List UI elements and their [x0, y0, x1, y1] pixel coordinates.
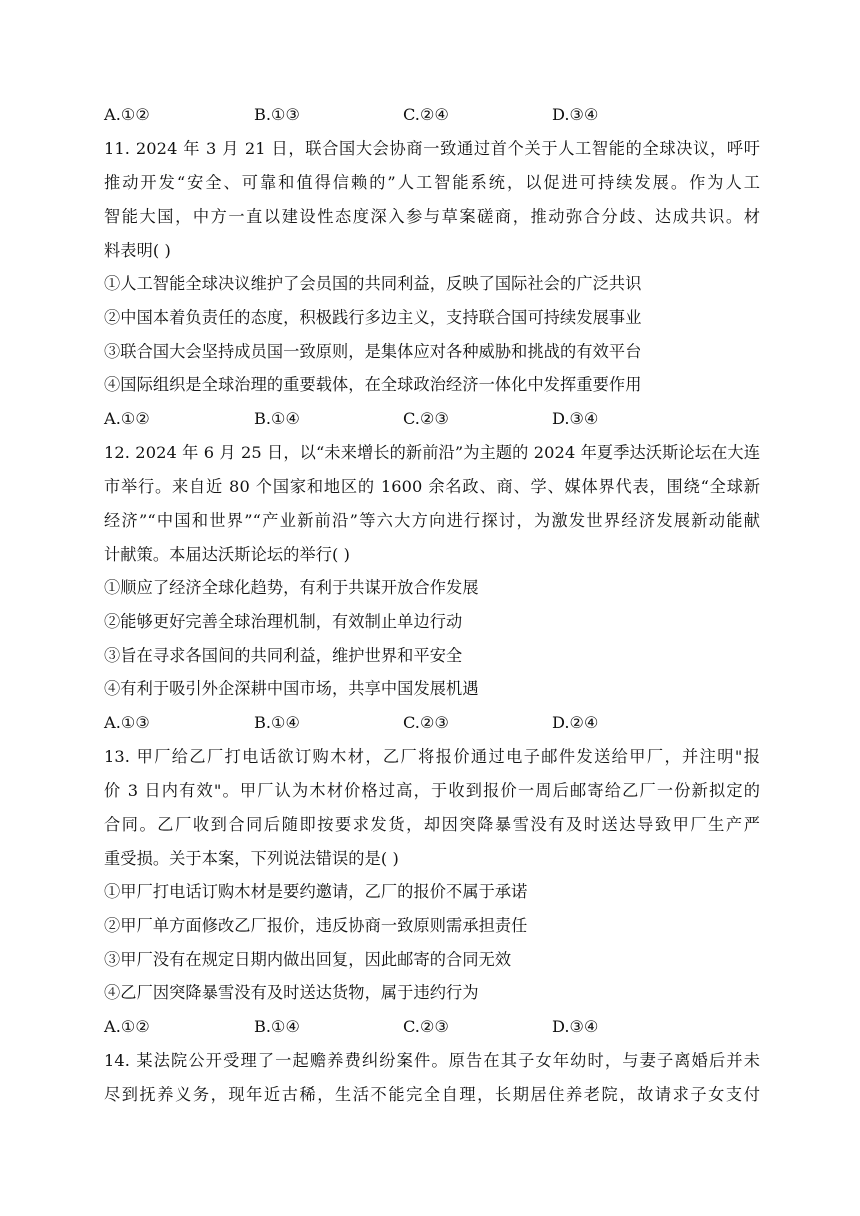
q13-stem-line: 13. 甲厂给乙厂打电话欲订购木材，乙厂将报价通过电子邮件发送给甲厂，并注明"报 [104, 747, 760, 766]
q12-statement-2: ②能够更好完善全球治理机制，有效制止单边行动 [104, 612, 463, 631]
q12-stem-line: 市举行。来自近 80 个国家和地区的 1600 余名政、商、学、媒体界代表，围绕“全球新 [104, 477, 760, 496]
q11-stem-line: 11. 2024 年 3 月 21 日，联合国大会协商一致通过首个关于人工智能的全球决议，呼吁 [104, 139, 760, 158]
q13-option-a[interactable]: A.①② [104, 1017, 150, 1036]
q12-option-a[interactable]: A.①③ [104, 713, 150, 732]
q11-stem-line: 推动开发“安全、可靠和值得信赖的”人工智能系统，以促进可持续发展。作为人工 [104, 173, 760, 192]
q12-option-b[interactable]: B.①④ [254, 713, 301, 732]
q11-option-c[interactable]: C.②③ [403, 409, 449, 428]
q11-statement-3: ③联合国大会坚持成员国一致原则，是集体应对各种威胁和挑战的有效平台 [104, 342, 642, 361]
q11-option-d[interactable]: D.③④ [552, 409, 599, 428]
q12-stem-line: 经济”“中国和世界”“产业新前沿”等六大方向进行探讨，为激发世界经济发展新动能献 [104, 511, 760, 530]
q14-stem-line: 14. 某法院公开受理了一起赡养费纠纷案件。原告在其子女年幼时，与妻子离婚后并未 [104, 1051, 760, 1070]
q12-option-d[interactable]: D.②④ [552, 713, 599, 732]
q13-statement-2: ②甲厂单方面修改乙厂报价，违反协商一致原则需承担责任 [104, 916, 528, 935]
q13-statement-4: ④乙厂因突降暴雪没有及时送达货物，属于违约行为 [104, 983, 479, 1002]
q13-statement-3: ③甲厂没有在规定日期内做出回复，因此邮寄的合同无效 [104, 950, 512, 969]
q13-statement-1: ①甲厂打电话订购木材是要约邀请，乙厂的报价不属于承诺 [104, 882, 528, 901]
q11-statement-4: ④国际组织是全球治理的重要载体，在全球政治经济一体化中发挥重要作用 [104, 375, 642, 394]
q12-statement-4: ④有利于吸引外企深耕中国市场，共享中国发展机遇 [104, 679, 479, 698]
q13-option-c[interactable]: C.②③ [403, 1017, 449, 1036]
q11-option-b[interactable]: B.①④ [254, 409, 301, 428]
q13-option-d[interactable]: D.③④ [552, 1017, 599, 1036]
q13-stem-line: 合同。乙厂收到合同后随即按要求发货，却因突降暴雪没有及时送达导致甲厂生产严 [104, 815, 760, 834]
q14-stem-line: 尽到抚养义务，现年近古稀，生活不能完全自理，长期居住养老院，故请求子女支付 [104, 1085, 760, 1104]
q11-statement-2: ②中国本着负责任的态度，积极践行多边主义，支持联合国可持续发展事业 [104, 308, 642, 327]
q11-option-a[interactable]: A.①② [104, 409, 150, 428]
q10-option-b[interactable]: B.①③ [254, 105, 301, 124]
q12-option-c[interactable]: C.②③ [403, 713, 449, 732]
q12-statement-3: ③旨在寻求各国间的共同利益，维护世界和平安全 [104, 646, 463, 665]
q12-stem-line: 12. 2024 年 6 月 25 日，以“未来增长的新前沿”为主题的 2024 年夏季达沃斯论坛在大连 [104, 443, 760, 462]
q10-option-a[interactable]: A.①② [104, 105, 150, 124]
q13-stem-line: 价 3 日内有效"。甲厂认为木材价格过高，于收到报价一周后邮寄给乙厂一份新拟定的 [104, 781, 760, 800]
q11-statement-1: ①人工智能全球决议维护了会员国的共同利益，反映了国际社会的广泛共识 [104, 274, 642, 293]
q10-option-c[interactable]: C.②④ [403, 105, 449, 124]
q11-stem-line: 料表明( ) [104, 241, 171, 260]
q13-option-b[interactable]: B.①④ [254, 1017, 301, 1036]
q11-stem-line: 智能大国，中方一直以建设性态度深入参与草案磋商，推动弥合分歧、达成共识。材 [104, 207, 760, 226]
q12-statement-1: ①顺应了经济全球化趋势，有利于共谋开放合作发展 [104, 578, 479, 597]
q10-option-d[interactable]: D.③④ [552, 105, 599, 124]
q12-stem-line: 计献策。本届达沃斯论坛的举行( ) [104, 545, 351, 564]
q13-stem-line: 重受损。关于本案，下列说法错误的是( ) [104, 849, 399, 868]
